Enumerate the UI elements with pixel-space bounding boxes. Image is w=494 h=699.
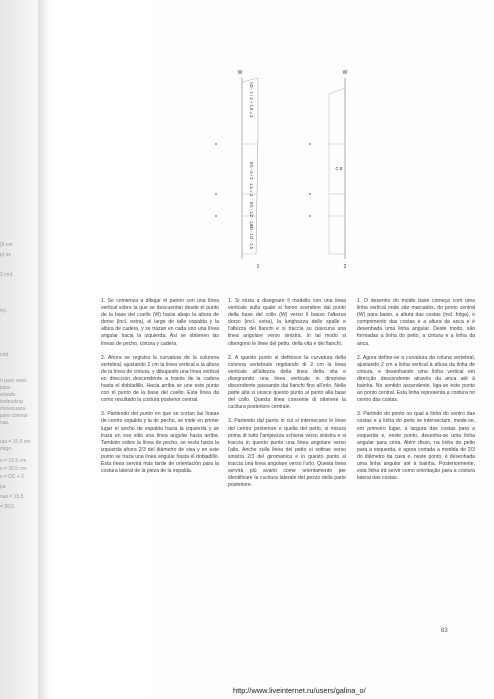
- paragraph: 1. Se comienza a dibujar el patrón con una línea vertical sobre la que se descuentan desde el punto de la base del cuello (W) hacia abajo la altura de dorso (incl. extra), el largo de talle espalda y la altura de cadera, y se trazan en cada uno una línea angular hacia la izquierda. Así se obtienen las líneas de pecho, cintura y cadera.: [101, 298, 219, 347]
- edge-note: para: [0, 385, 11, 391]
- paragraph: 1. Si inizia a disegnare il modello con una linea verticale sulla quale si fanno scendere dal punto della base del collo (W) verso il basso l'altezza dorso (incl. extra), la lunghezza dello spalle e l'altezza dei fianchi e si traccia su ciascuna una linea angolare verso sinistra. In tal modo si ottengono le linee del petto, della vita e dei fianchi.: [228, 298, 346, 347]
- diagram-measure-cb: C B: [335, 166, 343, 171]
- diagram-measure-4: AD - 1/2 - 1,5: [249, 224, 254, 249]
- edge-note: nas = 15,5: [0, 494, 24, 500]
- page-gutter-shadow: [38, 0, 50, 699]
- edge-note: n = 15,5 cm: [0, 458, 27, 464]
- edge-note: rlego: [0, 446, 12, 452]
- diagram-label-w-right: W: [342, 70, 348, 76]
- edge-note: x = 39,5 cm: [0, 466, 26, 472]
- paragraph: 2. Ahora se registra la curvatura de la columna vertebral, ajustando 2 cm la línea vertical a la altura de la línea de cintura, y dibujando una línea vertical en dirección descendente a través de la cadera hasta el dobladillo. Hacia arriba se une este punto con el punto de la base del cuello. Esta línea da como resultado la costura posterior central.: [101, 354, 219, 404]
- diagram-measure-3: ES - 1/2 - 1,5: [249, 202, 254, 227]
- edge-note: iosteuding: [0, 399, 23, 405]
- source-url[interactable]: http://www.liveinternet.ru/users/galina_o/: [233, 686, 366, 695]
- edge-note: p) se: [0, 252, 12, 258]
- edge-note: m).: [0, 308, 8, 314]
- edge-note: pare contour: [0, 413, 29, 419]
- diagram-label-2: 2: [343, 264, 347, 270]
- edge-note: n para vesti-: [0, 378, 28, 384]
- edge-note: x = DC + 2: [0, 474, 24, 480]
- previous-page-edge: [0, 0, 40, 699]
- text-column-portuguese: [357, 298, 475, 489]
- diagram-measure-1: AD - 1 / 2 + 1,5 = 3: [249, 82, 254, 118]
- edge-note: d'esecuaca: [0, 406, 26, 412]
- page-number: 83: [441, 628, 448, 634]
- edge-note: 2 cm): [0, 272, 13, 278]
- diagram-measure-2: ES - 5 / 2 - 1,5 = 3: [249, 162, 254, 197]
- edge-note: cm): [0, 352, 9, 358]
- edge-note: ras = 15,5 cm: [0, 439, 31, 445]
- edge-note: entado: [0, 392, 16, 398]
- pattern-diagram: [200, 64, 370, 274]
- diagram-label-1: 1: [256, 264, 260, 270]
- paragraph: 2. A questo punto si definisce la curvatura della colonna vertebrale regolando di 2 cm la linea verticale all'altezza della linea della vita e disegnando una linea verticale in direzione discendente passando dai fianchi fino all'orlo. Nella parte alta si unisce questo punto al punto alla base del collo. Questa linea consente di ottenere la cucitura posteriore centrale.: [228, 354, 346, 411]
- edge-note: (5 cm: [0, 242, 13, 248]
- edge-note: nas.: [0, 420, 10, 426]
- paragraph: 1. O desenho do molde base começa com uma linha vertical onde são marcados, do ponto central (W) para baixo, a altura das costas (incl. folga), o comprimento das costas e a altura da anca e é desenhada uma linha angular. Deste modo, são formadas a linha do peito, a cintura e a linha da anca.: [357, 298, 475, 347]
- text-column-spanish: [101, 298, 219, 482]
- diagram-label-w-left: W: [237, 70, 243, 76]
- paragraph: 3. Partindo do ponto no qual a linha do centro das costas e a linha do peito se intersectam, mede-se, em primeiro lugar, a largura das costas para a esquerda e, neste ponto, desenha-se uma linha angular para cima. Além disso, na linha do peito para a esquerda, é agora cortada a medida de 2/3 do diâmetro da cava e, neste ponto, é desenhada uma linha angular até à bainha. Posteriormente, esta linha irá servir como orientação para a costura lateral das costas.: [357, 411, 475, 482]
- edge-note: = 39,5: [0, 504, 15, 510]
- paragraph: 2. Agora define-se a curvatura da coluna vertebral, ajustando 2 cm a linha vertical à altura da linha de cintura, e desenhando uma linha vertical em direcção descendente através da anca até à bainha. No sentido ascendente, liga-se este ponto ao ponto central. Esta linha representa a costura no centro das costas.: [357, 354, 475, 404]
- text-column-italian: [228, 298, 346, 496]
- edge-note: pa: [0, 484, 6, 490]
- paragraph: 3. Partendo dal punto in cui si intersecano le linee del centro posteriore e quella del petto, si misura prima di tutto l'ampiezza schiena verso sinistra e si traccia in questo punto una linea angolare verso l'alto. Anche sulla linea del petto si sottrae verso sinistra 2/3 del giromanica e in questo punto si traccia una linea angolare verso l'orlo. Questa linea servirà più avanti come orientamento per identificare la cucitura laterale del pezzo della parte posteriore.: [228, 418, 346, 489]
- paragraph: 3. Partiendo del punto en que se cortan las líneas de centro espalda y la de pecho, se mide en primer lugar el ancho de espalda hacia la izquierda y se traza en ese sitio una línea angular hacia arriba. También sobre la línea de pecho, se resta hacia la izquierda ahora 2/3 del diámetro de sisa y en este punto se traza una línea angular hasta el dobladillo. Esta línea servirá más tarde de orientación para la costura lateral de la pieza de la espalda.: [101, 411, 219, 475]
